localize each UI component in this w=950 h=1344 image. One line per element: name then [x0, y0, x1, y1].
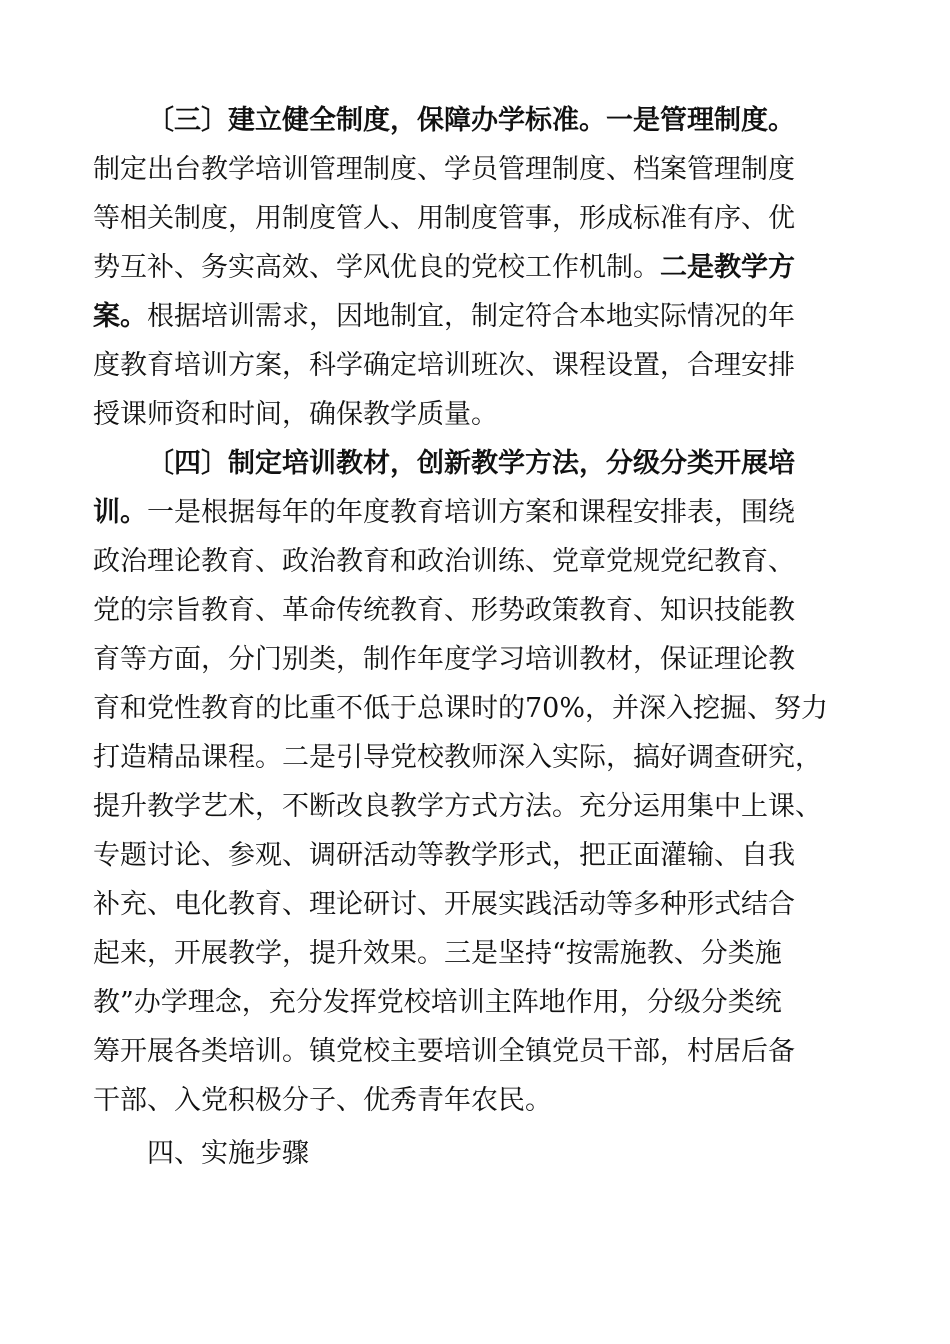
paragraph-text: 根据培训需求，因地制宜，制定符合本地实际情况的年 [147, 301, 795, 332]
paragraph-line: 起来，开展教学，提升效果。三是坚持“按需施教、分类施 [93, 938, 782, 969]
paragraph-line: 授课师资和时间，确保教学质量。 [93, 399, 498, 430]
paragraph-line: 制定出台教学培训管理制度、学员管理制度、档案管理制度 [93, 154, 795, 185]
section4-heading-line [93, 439, 859, 488]
paragraph-line: 等相关制度，用制度管人、用制度管事，形成标准有序、优 [93, 203, 795, 234]
document-page [93, 96, 859, 1178]
section3-lead-teaching-cont: 案。 [93, 301, 147, 332]
paragraph-line: 育等方面，分门别类，制作年度学习培训教材，保证理论教 [93, 644, 795, 675]
paragraph-line: 育和党性教育的比重不低于总课时的70%，并深入挖掘、努力 [93, 693, 829, 724]
section3-lead-management: 一是管理制度。 [606, 105, 795, 136]
section3-lead-teaching: 二是教学方 [660, 252, 795, 283]
section3-heading-line [93, 96, 859, 145]
section-heading-line [93, 1129, 859, 1178]
section4-heading-cont: 训。 [93, 497, 147, 528]
section3-heading: 〔三〕建立健全制度，保障办学标准。 [147, 105, 606, 136]
paragraph-line [93, 292, 859, 341]
paragraph-line [93, 243, 859, 292]
paragraph-line: 党的宗旨教育、革命传统教育、形势政策教育、知识技能教 [93, 595, 795, 626]
paragraph-line: 干部、入党积极分子、优秀青年农民。 [93, 1085, 552, 1116]
section-heading: 四、实施步骤 [147, 1138, 309, 1169]
paragraph-line: 教”办学理念，充分发挥党校培训主阵地作用，分级分类统 [93, 987, 782, 1018]
paragraph-line: 提升教学艺术，不断改良教学方式方法。充分运用集中上课、 [93, 791, 822, 822]
section4-heading: 〔四〕制定培训教材，创新教学方法，分级分类开展培 [147, 448, 795, 479]
paragraph-text: 势互补、务实高效、学风优良的党校工作机制。 [93, 252, 660, 283]
paragraph-line [93, 488, 859, 537]
paragraph-line: 筹开展各类培训。镇党校主要培训全镇党员干部，村居后备 [93, 1036, 795, 1067]
paragraph-line: 打造精品课程。二是引导党校教师深入实际，搞好调查研究， [93, 742, 822, 773]
paragraph-line: 补充、电化教育、理论研讨、开展实践活动等多种形式结合 [93, 889, 795, 920]
paragraph-line: 专题讨论、参观、调研活动等教学形式，把正面灌输、自我 [93, 840, 795, 871]
paragraph-text: 一是根据每年的年度教育培训方案和课程安排表，围绕 [147, 497, 795, 528]
paragraph-line: 政治理论教育、政治教育和政治训练、党章党规党纪教育、 [93, 546, 795, 577]
paragraph-line: 度教育培训方案，科学确定培训班次、课程设置，合理安排 [93, 350, 795, 381]
